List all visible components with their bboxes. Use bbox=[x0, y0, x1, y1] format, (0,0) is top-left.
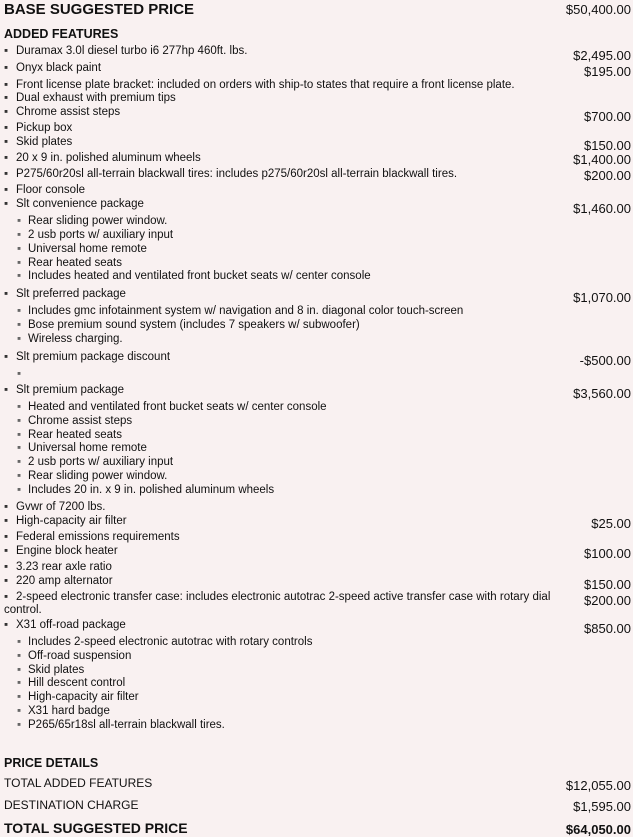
item-price: $150.00 bbox=[584, 138, 631, 153]
sub-bullet-icon: ▪ bbox=[17, 705, 22, 717]
bullet-icon: ▪ bbox=[4, 384, 9, 396]
item-price: $1,070.00 bbox=[573, 290, 631, 305]
sub-bullet-icon: ▪ bbox=[17, 215, 22, 227]
total-added-label: TOTAL ADDED FEATURES bbox=[4, 776, 153, 790]
item-text: Onyx black paint bbox=[16, 62, 102, 74]
item-text: Pickup box bbox=[16, 122, 73, 134]
sub-bullet-icon: ▪ bbox=[17, 650, 22, 662]
sub-bullet-icon: ▪ bbox=[17, 636, 22, 648]
item-price: $200.00 bbox=[584, 593, 631, 608]
item-price: $195.00 bbox=[584, 64, 631, 79]
bullet-icon: ▪ bbox=[4, 545, 9, 557]
item-price: $850.00 bbox=[584, 621, 631, 636]
item-price: $100.00 bbox=[584, 546, 631, 561]
base-price-row bbox=[4, 1, 631, 19]
sub-bullet-icon: ▪ bbox=[17, 456, 22, 468]
sub-bullet-icon: ▪ bbox=[17, 415, 22, 427]
base-price-value: $50,400.00 bbox=[565, 2, 631, 17]
price-details-heading: PRICE DETAILS bbox=[4, 756, 99, 770]
item-text: Skid plates bbox=[16, 136, 73, 148]
bullet-icon: ▪ bbox=[4, 288, 9, 300]
bullet-icon: ▪ bbox=[4, 92, 9, 104]
item-price: $25.00 bbox=[591, 516, 631, 531]
sub-bullet-icon: ▪ bbox=[17, 470, 22, 482]
item-text: Duramax 3.0l diesel turbo i6 277hp 460ft. lbs. bbox=[16, 45, 248, 57]
item-price: $200.00 bbox=[584, 168, 631, 183]
added-features-heading: ADDED FEATURES bbox=[4, 27, 119, 41]
sub-bullet-icon: ▪ bbox=[17, 677, 22, 689]
item-text: 3.23 rear axle ratio bbox=[16, 561, 112, 573]
total-added-value: $12,055.00 bbox=[565, 778, 631, 793]
total-value: $64,050.00 bbox=[565, 822, 631, 837]
destination-label: DESTINATION CHARGE bbox=[4, 798, 139, 812]
item-text: 220 amp alternator bbox=[16, 575, 113, 587]
bullet-icon: ▪ bbox=[4, 351, 9, 363]
item-price: $1,400.00 bbox=[573, 152, 631, 167]
sub-bullet-icon: ▪ bbox=[17, 319, 22, 331]
bullet-icon: ▪ bbox=[4, 152, 9, 164]
bullet-icon: ▪ bbox=[4, 168, 9, 180]
item-price: $700.00 bbox=[584, 109, 631, 124]
bullet-icon: ▪ bbox=[4, 561, 9, 573]
sub-bullet-icon: ▪ bbox=[17, 333, 22, 345]
bullet-icon: ▪ bbox=[4, 501, 9, 513]
item-text: Floor console bbox=[16, 184, 86, 196]
sub-bullet-icon: ▪ bbox=[17, 429, 22, 441]
item-price: $1,460.00 bbox=[573, 201, 631, 216]
item-text: Slt convenience package bbox=[16, 198, 144, 210]
item-text: Chrome assist steps bbox=[16, 106, 121, 118]
sub-bullet-icon: ▪ bbox=[17, 229, 22, 241]
sub-bullet-icon: ▪ bbox=[17, 305, 22, 317]
item-text: Slt preferred package bbox=[16, 288, 126, 300]
sub-bullet-icon: ▪ bbox=[17, 401, 22, 413]
item-text: X31 off-road package bbox=[16, 619, 126, 631]
item-text: Dual exhaust with premium tips bbox=[16, 92, 176, 104]
item-text: Federal emissions requirements bbox=[16, 531, 180, 543]
bullet-icon: ▪ bbox=[4, 106, 9, 118]
item-price: $2,495.00 bbox=[573, 48, 631, 63]
sub-bullet-icon: ▪ bbox=[17, 243, 22, 255]
item-text: P275/60r20sl all-terrain blackwall tires: includes p275/60r20sl all-terrain blackwall tires. bbox=[16, 168, 458, 180]
bullet-icon: ▪ bbox=[4, 122, 9, 134]
bullet-icon: ▪ bbox=[4, 198, 9, 210]
item-text: 20 x 9 in. polished aluminum wheels bbox=[16, 152, 201, 164]
bullet-icon: ▪ bbox=[4, 184, 9, 196]
item-text: Gvwr of 7200 lbs. bbox=[16, 501, 106, 513]
item-price: $150.00 bbox=[584, 577, 631, 592]
destination-value: $1,595.00 bbox=[573, 799, 631, 814]
bullet-icon: ▪ bbox=[4, 619, 9, 631]
sub-bullet-icon: ▪ bbox=[17, 368, 22, 380]
bullet-icon: ▪ bbox=[4, 531, 9, 543]
sub-bullet-icon: ▪ bbox=[17, 257, 22, 269]
bullet-icon: ▪ bbox=[4, 45, 9, 57]
bullet-icon: ▪ bbox=[4, 136, 9, 148]
bullet-icon: ▪ bbox=[4, 62, 9, 74]
sub-bullet-icon: ▪ bbox=[17, 691, 22, 703]
total-label: TOTAL SUGGESTED PRICE bbox=[4, 820, 188, 836]
item-price: $3,560.00 bbox=[573, 386, 631, 401]
item-text: Slt premium package bbox=[16, 384, 125, 396]
item-text: Slt premium package discount bbox=[16, 351, 171, 363]
bullet-icon: ▪ bbox=[4, 591, 9, 603]
bullet-icon: ▪ bbox=[4, 515, 9, 527]
item-text: 2-speed electronic transfer case: includes electronic autotrac 2-speed active transfer case with rotary dial control. bbox=[4, 591, 551, 616]
sub-bullet-icon: ▪ bbox=[17, 719, 22, 731]
item-text: Engine block heater bbox=[16, 545, 118, 557]
item-text: Front license plate bracket: included on orders with ship-to states that require a front license plate. bbox=[16, 79, 515, 91]
bullet-icon: ▪ bbox=[4, 79, 9, 91]
bullet-icon: ▪ bbox=[4, 575, 9, 587]
item-text: High-capacity air filter bbox=[16, 515, 127, 527]
sub-bullet-icon: ▪ bbox=[17, 664, 22, 676]
item-price: -$500.00 bbox=[579, 353, 631, 368]
sub-bullet-icon: ▪ bbox=[17, 442, 22, 454]
sub-bullet-icon: ▪ bbox=[17, 270, 22, 282]
sub-bullet-icon: ▪ bbox=[17, 484, 22, 496]
base-price-label: BASE SUGGESTED PRICE bbox=[4, 1, 195, 18]
